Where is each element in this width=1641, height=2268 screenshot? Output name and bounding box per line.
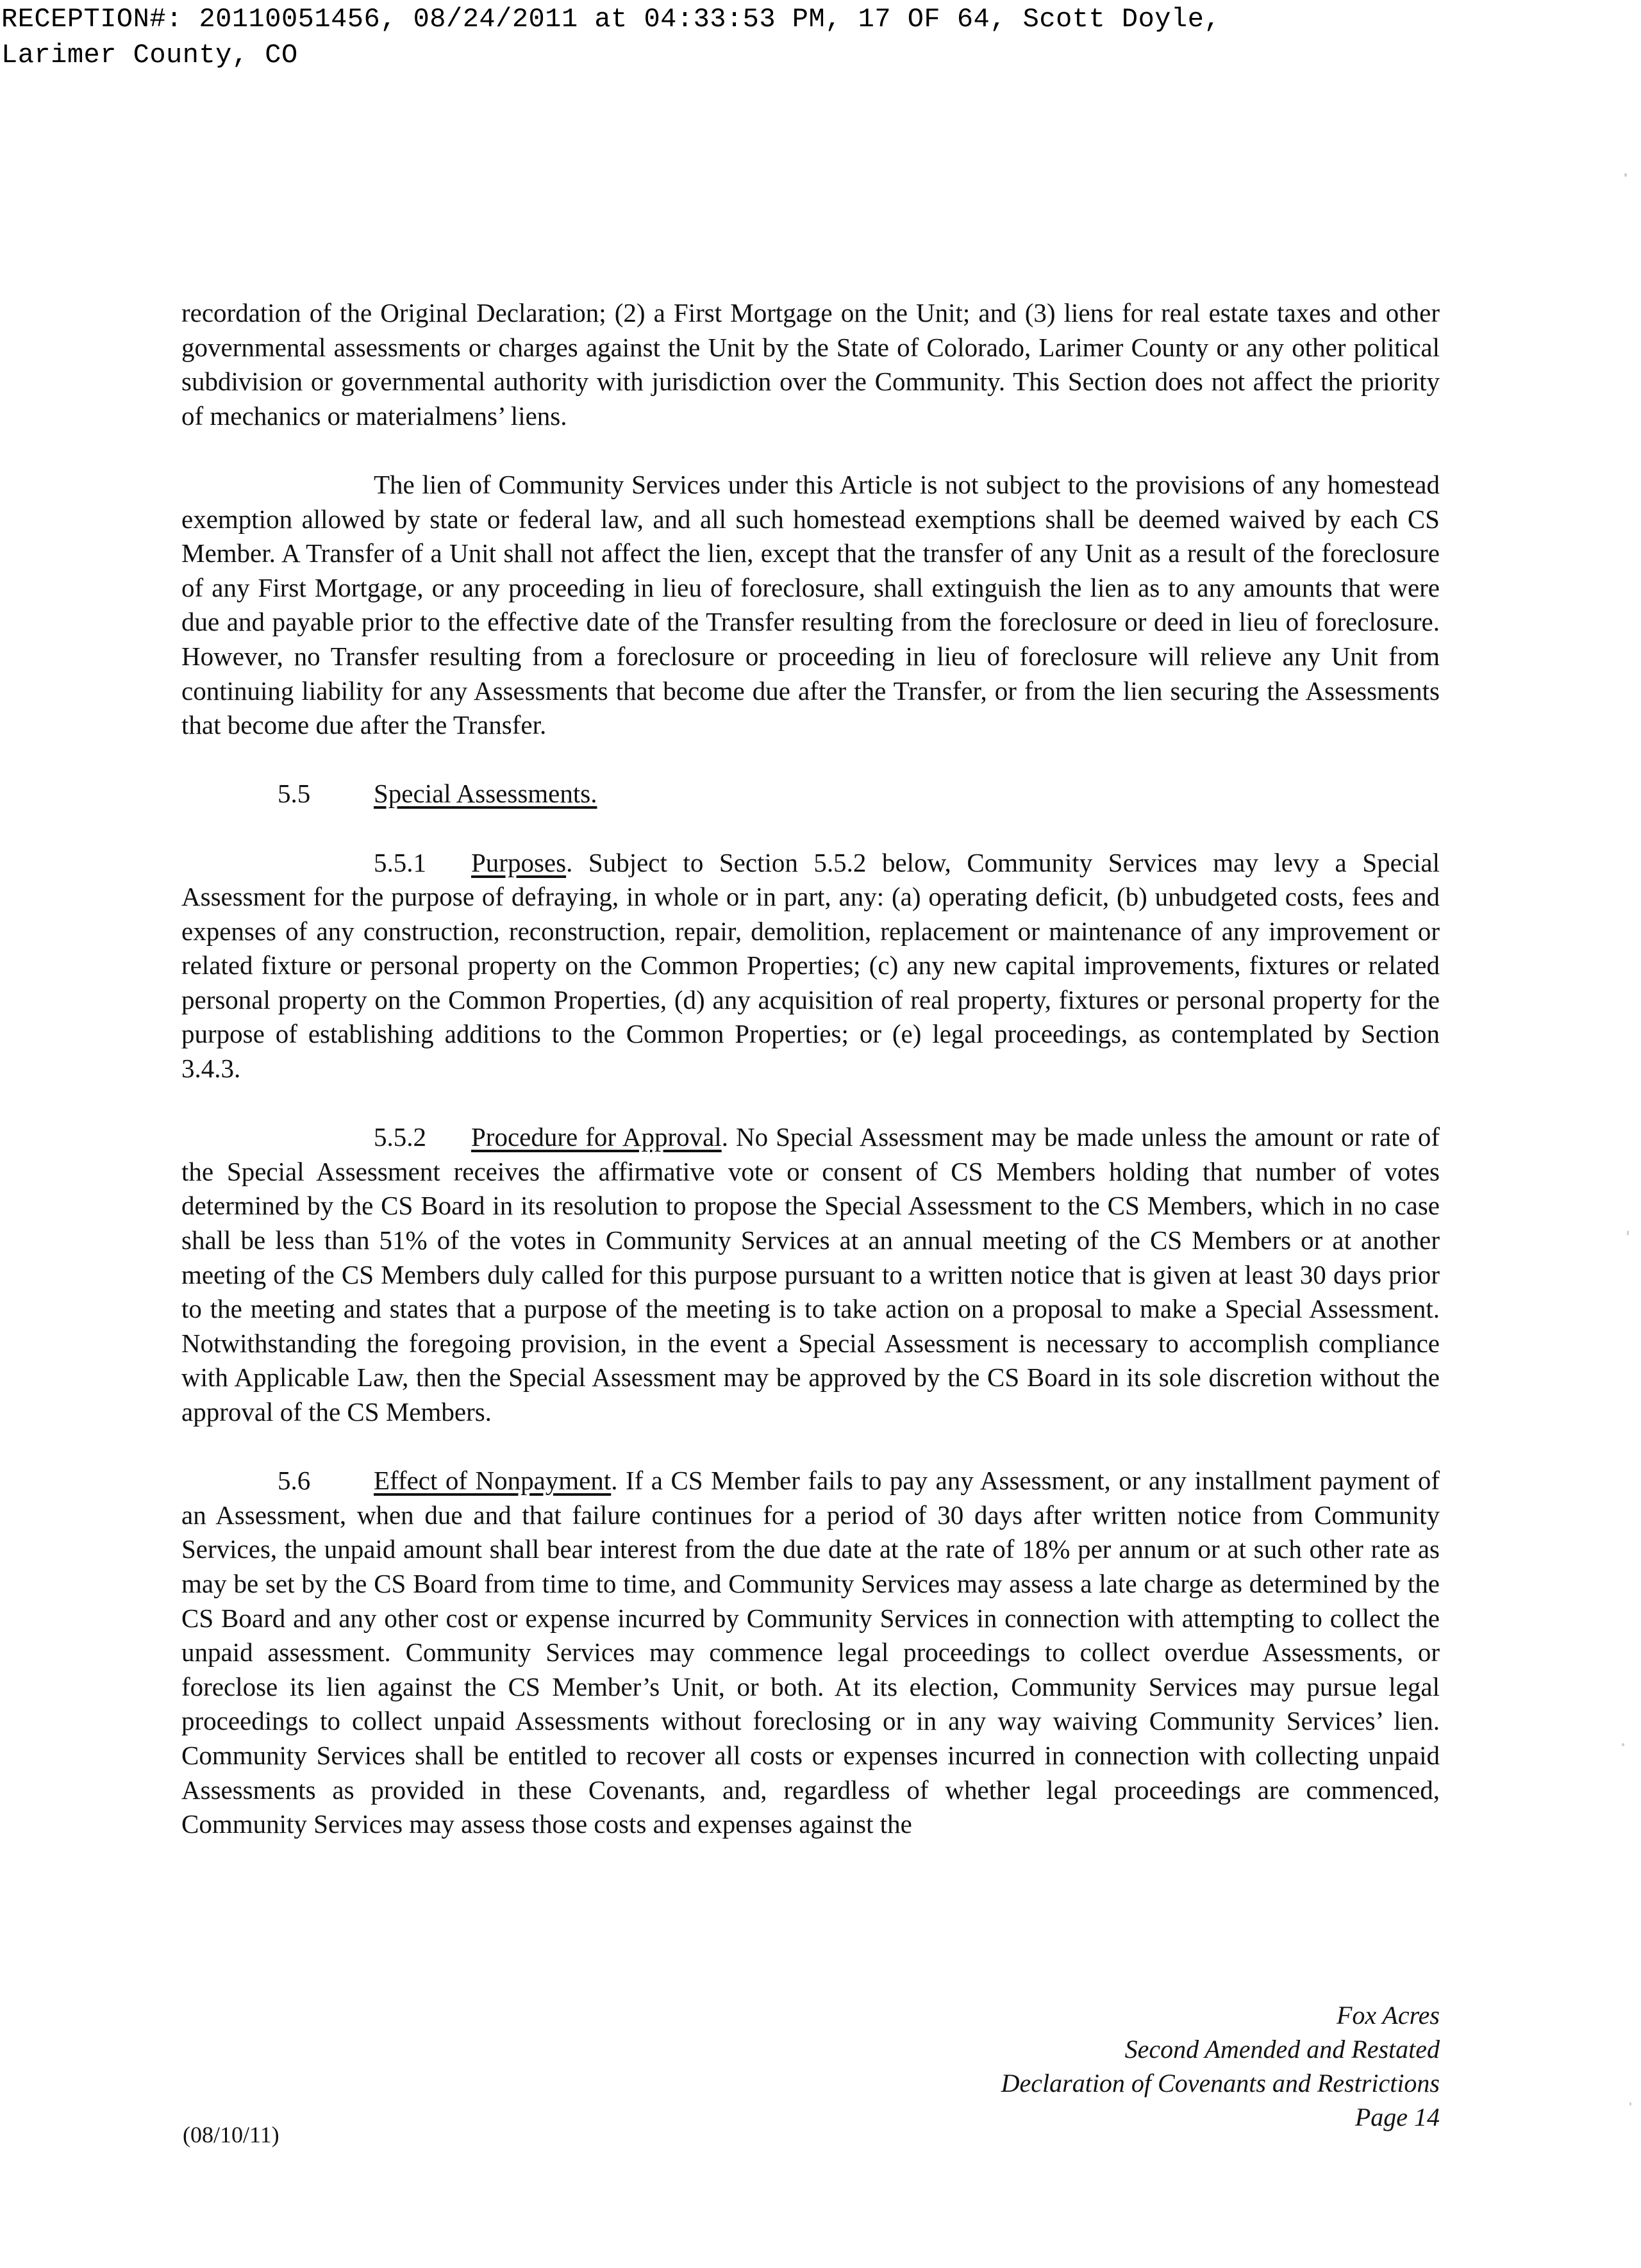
recording-stamp-line-1: RECEPTION#: 20110051456, 08/24/2011 at 04:33:53 PM, 17 OF 64, Scott Doyle, bbox=[1, 4, 1221, 35]
footer-project-name: Fox Acres bbox=[1336, 2001, 1440, 2030]
section-number: 5.5.1 bbox=[374, 847, 426, 877]
revision-date: (08/10/11) bbox=[183, 2122, 279, 2148]
section-5-5-2-paragraph bbox=[181, 1120, 1440, 1429]
section-5-6-paragraph bbox=[181, 1464, 1440, 1842]
section-text: . If a CS Member fails to pay any Assessment, or any installment payment of an Assessment, when due and that failure continues for a period of 30 days after written notice from Community Services, the unpaid amount shall bear interest from the due date at the rate of 18% per annum or at such other rate as may be set by the CS Board from time to time, and Community Services may assess a late charge as determined by the CS Board and any other cost or expense incurred by Community Services in connection with attempting to collect the unpaid assessment. Community Services may commence legal proceedings to collect overdue Assessments, or foreclose its lien against the CS Member’s Unit, or both. At its election, Community Services may pursue legal proceedings to collect unpaid Assessments without foreclosing or in any way waiving Community Services’ lien. Community Services shall be entitled to recover all costs or expenses incurred in connection with collecting unpaid Assessments as provided in these Covenants, and, regardless of whether legal proceedings are commenced, Community Services may assess those costs and expenses against the bbox=[181, 1466, 1440, 1839]
section-text: . Subject to Section 5.5.2 below, Community Services may levy a Special Assessment for the purpose of defraying, in whole or in part, any: (a) operating deficit, (b) unbudgeted costs, fees and expenses of any construction, reconstruction, repair, demolition, replacement or maintenance of any improvement or related fixture or personal property on the Common Properties; (c) any new capital improvements, fixtures or related personal property on the Common Properties, (d) any acquisition of real property, fixtures or personal property for the purpose of establishing additions to the Common Properties; or (e) legal proceedings, as contemplated by Section 3.4.3. bbox=[181, 847, 1440, 1084]
scan-speck bbox=[1629, 2102, 1631, 2106]
recording-stamp bbox=[1, 1, 1604, 73]
scan-margin-specks bbox=[1615, 0, 1641, 2268]
paragraph-lien-priority: recordation of the Original Declaration; (2) a First Mortgage on the Unit; and (3) liens for real estate taxes and other governmental assessments or charges against the Unit by the State of Colorado, Larimer County or any other political subdivision or governmental authority with jurisdiction over the Community. This Section does not affect the priority of mechanics or materialmens’ liens. bbox=[181, 298, 1440, 431]
section-number: 5.5 bbox=[278, 779, 311, 809]
section-number: 5.5.2 bbox=[374, 1122, 426, 1152]
recording-stamp-line-2: Larimer County, CO bbox=[1, 40, 298, 70]
page-number: Page 14 bbox=[1354, 2103, 1440, 2131]
scan-speck bbox=[1627, 1230, 1629, 1236]
section-title: Effect of Nonpayment bbox=[374, 1466, 612, 1496]
scan-speck bbox=[1624, 173, 1627, 177]
document-body bbox=[181, 296, 1440, 1842]
section-title: Procedure for Approval bbox=[471, 1122, 722, 1152]
section-title: Special Assessments. bbox=[374, 779, 597, 809]
document-footer bbox=[1001, 1998, 1440, 2134]
section-5-5-heading bbox=[181, 777, 1440, 811]
footer-document-subtitle: Second Amended and Restated bbox=[1124, 2035, 1440, 2064]
section-number: 5.6 bbox=[278, 1466, 311, 1496]
section-title: Purposes bbox=[471, 847, 567, 877]
footer-document-title: Declaration of Covenants and Restrictions bbox=[1001, 2069, 1440, 2098]
section-text: . No Special Assessment may be made unless the amount or rate of the Special Assessment receives the affirmative vote or consent of CS Members holding that number of votes determined by the CS Board in its resolution to propose the Special Assessment to the CS Members, which in no case shall be less than 51% of the votes in Community Services at an annual meeting of the CS Members or at another meeting of the CS Members duly called for this purpose pursuant to a written notice that is given at least 30 days prior to the meeting and states that a purpose of the meeting is to take action on a proposal to make a Special Assessment. Notwithstanding the foregoing provision, in the event a Special Assessment is necessary to accomplish compliance with Applicable Law, then the Special Assessment may be approved by the CS Board in its sole discretion without the approval of the CS Members. bbox=[181, 1122, 1440, 1427]
section-5-5-1-paragraph bbox=[181, 846, 1440, 1086]
scan-speck bbox=[1622, 1743, 1624, 1746]
paragraph-homestead-exemption: The lien of Community Services under this Article is not subject to the provisions of any homestead exemption allowed by state or federal law, and all such homestead exemptions shall be deemed waived by each CS Member. A Transfer of a Unit shall not affect the lien, except that the transfer of any Unit as a result of the foreclosure of any First Mortgage, or any proceeding in lieu of foreclosure, shall extinguish the lien as to any amounts that were due and payable prior to the effective date of the Transfer resulting from the foreclosure or deed in lieu of foreclosure. However, no Transfer resulting from a foreclosure or proceeding in lieu of foreclosure will relieve any Unit from continuing liability for any Assessments that become due after the Transfer, or from the lien securing the Assessments that become due after the Transfer. bbox=[181, 469, 1440, 740]
